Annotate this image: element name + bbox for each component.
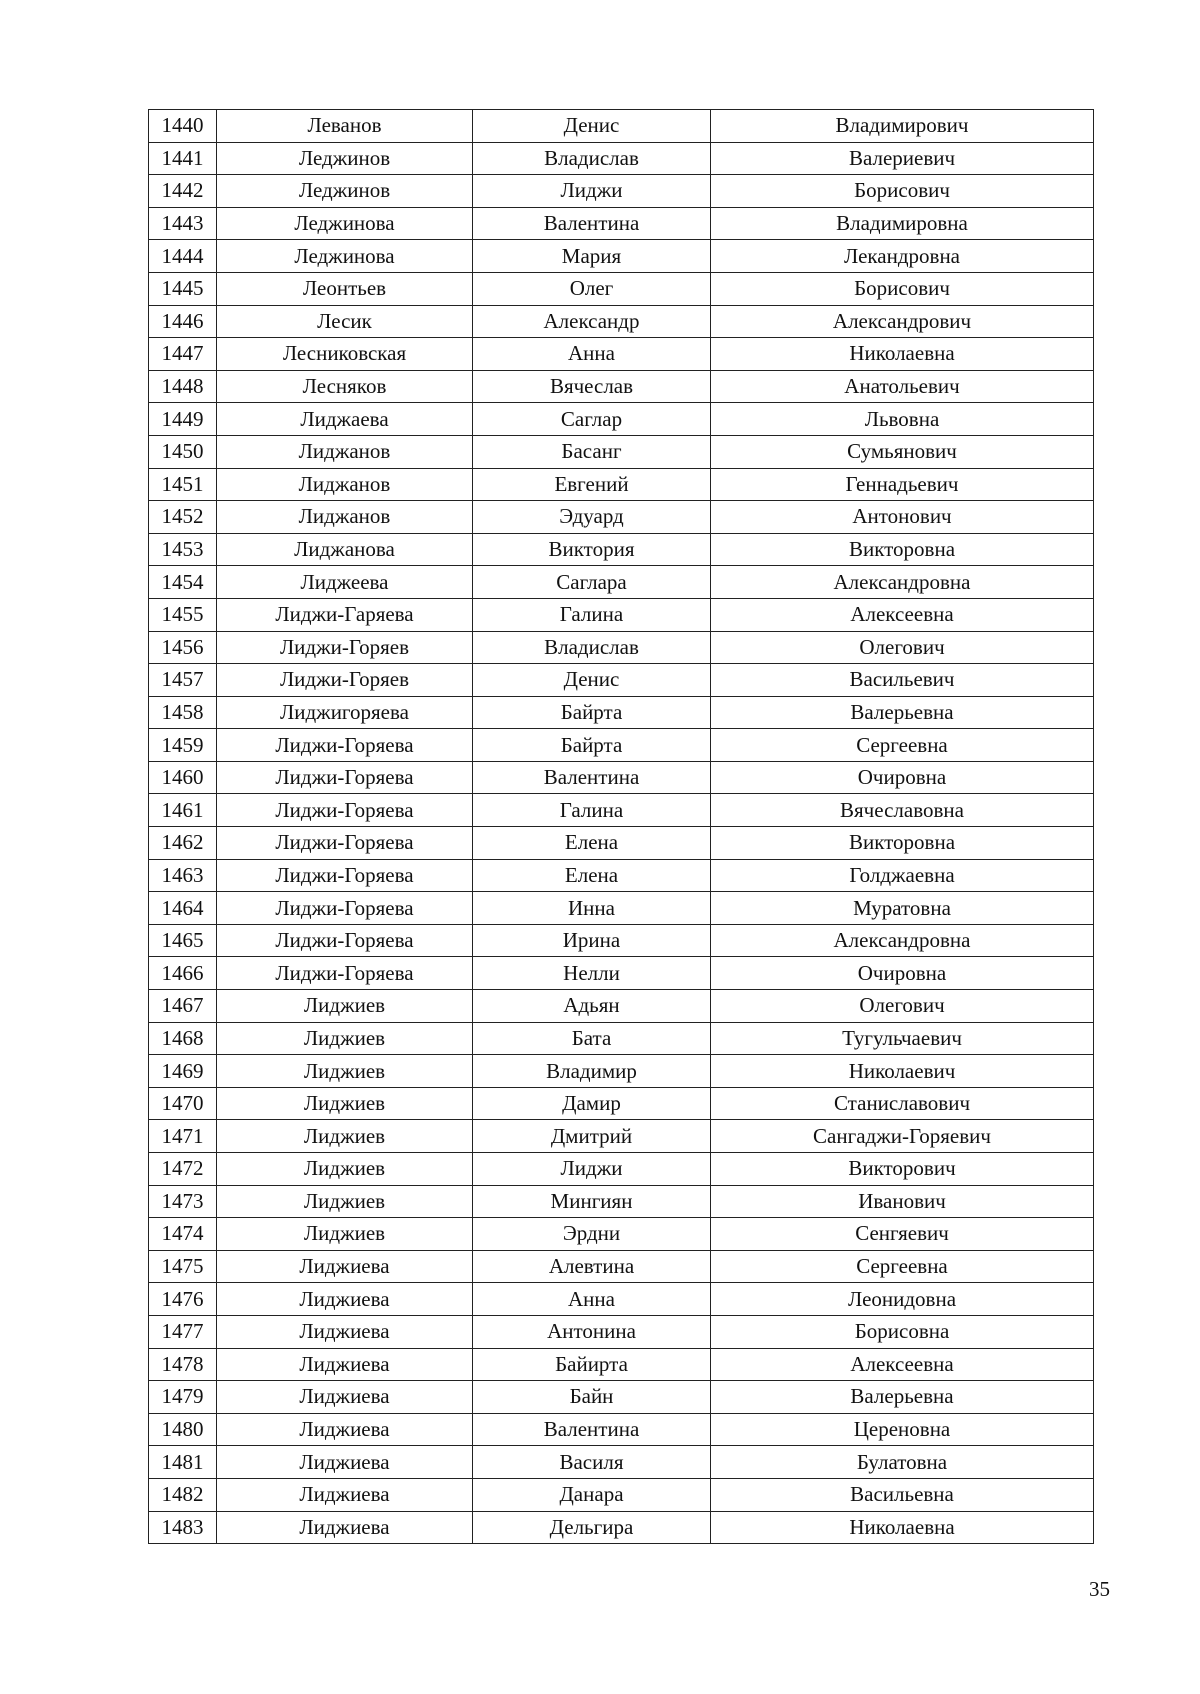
row-number-cell: 1479 [149, 1381, 217, 1414]
table-row [149, 1250, 1094, 1283]
table-row [149, 1055, 1094, 1088]
patronymic-cell: Владимирович [711, 110, 1094, 143]
patronymic-cell: Львовна [711, 403, 1094, 436]
surname-cell: Лиджиева [217, 1283, 473, 1316]
first-name-cell: Галина [473, 598, 711, 631]
patronymic-cell: Николаевна [711, 338, 1094, 371]
surname-cell: Лиджанов [217, 435, 473, 468]
patronymic-cell: Борисович [711, 272, 1094, 305]
first-name-cell: Адьян [473, 990, 711, 1023]
names-table-body [149, 110, 1094, 1544]
patronymic-cell: Очировна [711, 957, 1094, 990]
row-number-cell: 1442 [149, 175, 217, 208]
patronymic-cell: Валериевич [711, 142, 1094, 175]
table-row [149, 1283, 1094, 1316]
row-number-cell: 1462 [149, 827, 217, 860]
patronymic-cell: Вячеславовна [711, 794, 1094, 827]
patronymic-cell: Викторович [711, 1153, 1094, 1186]
patronymic-cell: Алексеевна [711, 1348, 1094, 1381]
table-row [149, 696, 1094, 729]
patronymic-cell: Валерьевна [711, 696, 1094, 729]
surname-cell: Лиджи-Горяева [217, 957, 473, 990]
surname-cell: Леджинов [217, 142, 473, 175]
patronymic-cell: Муратовна [711, 892, 1094, 925]
table-row [149, 435, 1094, 468]
first-name-cell: Эдуард [473, 501, 711, 534]
patronymic-cell: Иванович [711, 1185, 1094, 1218]
first-name-cell: Байрта [473, 696, 711, 729]
surname-cell: Лиджиева [217, 1511, 473, 1544]
patronymic-cell: Геннадьевич [711, 468, 1094, 501]
table-row [149, 1185, 1094, 1218]
row-number-cell: 1441 [149, 142, 217, 175]
table-row [149, 1120, 1094, 1153]
first-name-cell: Анна [473, 338, 711, 371]
patronymic-cell: Викторовна [711, 533, 1094, 566]
first-name-cell: Владислав [473, 142, 711, 175]
patronymic-cell: Валерьевна [711, 1381, 1094, 1414]
row-number-cell: 1466 [149, 957, 217, 990]
row-number-cell: 1453 [149, 533, 217, 566]
table-row [149, 175, 1094, 208]
table-row [149, 370, 1094, 403]
row-number-cell: 1457 [149, 664, 217, 697]
patronymic-cell: Цереновна [711, 1413, 1094, 1446]
table-row [149, 305, 1094, 338]
table-row [149, 533, 1094, 566]
row-number-cell: 1468 [149, 1022, 217, 1055]
table-row [149, 207, 1094, 240]
surname-cell: Лиджеева [217, 566, 473, 599]
row-number-cell: 1446 [149, 305, 217, 338]
first-name-cell: Мингиян [473, 1185, 711, 1218]
surname-cell: Лиджиев [217, 1120, 473, 1153]
first-name-cell: Денис [473, 110, 711, 143]
first-name-cell: Байн [473, 1381, 711, 1414]
row-number-cell: 1456 [149, 631, 217, 664]
surname-cell: Лесик [217, 305, 473, 338]
row-number-cell: 1450 [149, 435, 217, 468]
table-row [149, 827, 1094, 860]
patronymic-cell: Булатовна [711, 1446, 1094, 1479]
row-number-cell: 1447 [149, 338, 217, 371]
table-row [149, 110, 1094, 143]
table-row [149, 1381, 1094, 1414]
row-number-cell: 1461 [149, 794, 217, 827]
patronymic-cell: Олегович [711, 990, 1094, 1023]
table-row [149, 631, 1094, 664]
first-name-cell: Олег [473, 272, 711, 305]
row-number-cell: 1481 [149, 1446, 217, 1479]
row-number-cell: 1463 [149, 859, 217, 892]
patronymic-cell: Сенгяевич [711, 1218, 1094, 1251]
first-name-cell: Анна [473, 1283, 711, 1316]
first-name-cell: Алевтина [473, 1250, 711, 1283]
patronymic-cell: Леонидовна [711, 1283, 1094, 1316]
surname-cell: Лиджиева [217, 1381, 473, 1414]
first-name-cell: Басанг [473, 435, 711, 468]
row-number-cell: 1459 [149, 729, 217, 762]
surname-cell: Лиджи-Горяева [217, 924, 473, 957]
surname-cell: Лиджиева [217, 1348, 473, 1381]
surname-cell: Лиджи-Горяева [217, 761, 473, 794]
first-name-cell: Александр [473, 305, 711, 338]
page-number: 35 [1089, 1577, 1110, 1601]
table-row [149, 598, 1094, 631]
first-name-cell: Дмитрий [473, 1120, 711, 1153]
row-number-cell: 1472 [149, 1153, 217, 1186]
patronymic-cell: Александровна [711, 566, 1094, 599]
patronymic-cell: Владимировна [711, 207, 1094, 240]
first-name-cell: Владислав [473, 631, 711, 664]
patronymic-cell: Станиславович [711, 1087, 1094, 1120]
patronymic-cell: Николаевич [711, 1055, 1094, 1088]
surname-cell: Лиджанов [217, 501, 473, 534]
first-name-cell: Валентина [473, 1413, 711, 1446]
table-row [149, 924, 1094, 957]
first-name-cell: Бата [473, 1022, 711, 1055]
row-number-cell: 1445 [149, 272, 217, 305]
surname-cell: Лиджи-Горяева [217, 892, 473, 925]
surname-cell: Лиджиев [217, 1055, 473, 1088]
table-row [149, 240, 1094, 273]
surname-cell: Лиджиев [217, 1153, 473, 1186]
row-number-cell: 1483 [149, 1511, 217, 1544]
table-row [149, 468, 1094, 501]
patronymic-cell: Александровна [711, 924, 1094, 957]
patronymic-cell: Сергеевна [711, 1250, 1094, 1283]
surname-cell: Лиджиев [217, 1022, 473, 1055]
row-number-cell: 1477 [149, 1315, 217, 1348]
surname-cell: Лиджи-Горяев [217, 664, 473, 697]
first-name-cell: Дамир [473, 1087, 711, 1120]
row-number-cell: 1480 [149, 1413, 217, 1446]
first-name-cell: Антонина [473, 1315, 711, 1348]
table-row [149, 142, 1094, 175]
patronymic-cell: Сангаджи-Горяевич [711, 1120, 1094, 1153]
first-name-cell: Лиджи [473, 175, 711, 208]
surname-cell: Лиджиева [217, 1315, 473, 1348]
surname-cell: Лиджи-Горяева [217, 827, 473, 860]
surname-cell: Лиджиев [217, 1087, 473, 1120]
surname-cell: Лесняков [217, 370, 473, 403]
patronymic-cell: Александрович [711, 305, 1094, 338]
first-name-cell: Байрта [473, 729, 711, 762]
first-name-cell: Байирта [473, 1348, 711, 1381]
table-row [149, 761, 1094, 794]
first-name-cell: Галина [473, 794, 711, 827]
first-name-cell: Владимир [473, 1055, 711, 1088]
surname-cell: Леджинова [217, 207, 473, 240]
surname-cell: Лиджиева [217, 1413, 473, 1446]
table-row [149, 1413, 1094, 1446]
patronymic-cell: Борисовна [711, 1315, 1094, 1348]
table-row [149, 501, 1094, 534]
surname-cell: Лиджанов [217, 468, 473, 501]
row-number-cell: 1443 [149, 207, 217, 240]
row-number-cell: 1473 [149, 1185, 217, 1218]
surname-cell: Лиджи-Горяева [217, 729, 473, 762]
table-row [149, 1153, 1094, 1186]
table-row [149, 566, 1094, 599]
first-name-cell: Саглара [473, 566, 711, 599]
row-number-cell: 1465 [149, 924, 217, 957]
surname-cell: Лесниковская [217, 338, 473, 371]
row-number-cell: 1474 [149, 1218, 217, 1251]
patronymic-cell: Сумьянович [711, 435, 1094, 468]
row-number-cell: 1452 [149, 501, 217, 534]
row-number-cell: 1451 [149, 468, 217, 501]
patronymic-cell: Тугульчаевич [711, 1022, 1094, 1055]
first-name-cell: Евгений [473, 468, 711, 501]
patronymic-cell: Голджаевна [711, 859, 1094, 892]
surname-cell: Лиджигоряева [217, 696, 473, 729]
patronymic-cell: Викторовна [711, 827, 1094, 860]
surname-cell: Лиджиева [217, 1446, 473, 1479]
first-name-cell: Василя [473, 1446, 711, 1479]
surname-cell: Леджинова [217, 240, 473, 273]
surname-cell: Лиджиев [217, 1185, 473, 1218]
surname-cell: Лиджи-Горяев [217, 631, 473, 664]
surname-cell: Лиджи-Горяева [217, 859, 473, 892]
table-row [149, 990, 1094, 1023]
row-number-cell: 1455 [149, 598, 217, 631]
patronymic-cell: Олегович [711, 631, 1094, 664]
surname-cell: Лиджаева [217, 403, 473, 436]
row-number-cell: 1464 [149, 892, 217, 925]
surname-cell: Лиджиев [217, 990, 473, 1023]
table-row [149, 1446, 1094, 1479]
first-name-cell: Вячеслав [473, 370, 711, 403]
patronymic-cell: Очировна [711, 761, 1094, 794]
surname-cell: Лиджанова [217, 533, 473, 566]
surname-cell: Лиджи-Горяева [217, 794, 473, 827]
table-row [149, 403, 1094, 436]
names-table [148, 109, 1094, 1544]
first-name-cell: Валентина [473, 207, 711, 240]
surname-cell: Лиджи-Гаряева [217, 598, 473, 631]
patronymic-cell: Васильевна [711, 1478, 1094, 1511]
first-name-cell: Дельгира [473, 1511, 711, 1544]
surname-cell: Лиджиева [217, 1250, 473, 1283]
first-name-cell: Нелли [473, 957, 711, 990]
surname-cell: Лиджиев [217, 1218, 473, 1251]
surname-cell: Леванов [217, 110, 473, 143]
first-name-cell: Валентина [473, 761, 711, 794]
table-row [149, 664, 1094, 697]
table-row [149, 794, 1094, 827]
row-number-cell: 1460 [149, 761, 217, 794]
surname-cell: Леджинов [217, 175, 473, 208]
patronymic-cell: Антонович [711, 501, 1094, 534]
table-row [149, 957, 1094, 990]
surname-cell: Леонтьев [217, 272, 473, 305]
table-row [149, 859, 1094, 892]
row-number-cell: 1482 [149, 1478, 217, 1511]
first-name-cell: Ирина [473, 924, 711, 957]
table-row [149, 1315, 1094, 1348]
row-number-cell: 1470 [149, 1087, 217, 1120]
table-row [149, 1478, 1094, 1511]
table-row [149, 729, 1094, 762]
row-number-cell: 1448 [149, 370, 217, 403]
first-name-cell: Мария [473, 240, 711, 273]
patronymic-cell: Лекандровна [711, 240, 1094, 273]
first-name-cell: Данара [473, 1478, 711, 1511]
row-number-cell: 1467 [149, 990, 217, 1023]
table-row [149, 1087, 1094, 1120]
table-row [149, 1511, 1094, 1544]
table-row [149, 1348, 1094, 1381]
row-number-cell: 1449 [149, 403, 217, 436]
table-row [149, 1022, 1094, 1055]
row-number-cell: 1475 [149, 1250, 217, 1283]
table-row [149, 338, 1094, 371]
patronymic-cell: Николаевна [711, 1511, 1094, 1544]
patronymic-cell: Анатольевич [711, 370, 1094, 403]
patronymic-cell: Сергеевна [711, 729, 1094, 762]
table-row [149, 272, 1094, 305]
first-name-cell: Елена [473, 859, 711, 892]
first-name-cell: Виктория [473, 533, 711, 566]
patronymic-cell: Борисович [711, 175, 1094, 208]
first-name-cell: Елена [473, 827, 711, 860]
row-number-cell: 1471 [149, 1120, 217, 1153]
surname-cell: Лиджиева [217, 1478, 473, 1511]
row-number-cell: 1458 [149, 696, 217, 729]
row-number-cell: 1454 [149, 566, 217, 599]
first-name-cell: Лиджи [473, 1153, 711, 1186]
first-name-cell: Денис [473, 664, 711, 697]
table-row [149, 892, 1094, 925]
first-name-cell: Саглар [473, 403, 711, 436]
patronymic-cell: Васильевич [711, 664, 1094, 697]
row-number-cell: 1444 [149, 240, 217, 273]
first-name-cell: Инна [473, 892, 711, 925]
patronymic-cell: Алексеевна [711, 598, 1094, 631]
row-number-cell: 1469 [149, 1055, 217, 1088]
row-number-cell: 1440 [149, 110, 217, 143]
table-row [149, 1218, 1094, 1251]
row-number-cell: 1478 [149, 1348, 217, 1381]
first-name-cell: Эрдни [473, 1218, 711, 1251]
row-number-cell: 1476 [149, 1283, 217, 1316]
